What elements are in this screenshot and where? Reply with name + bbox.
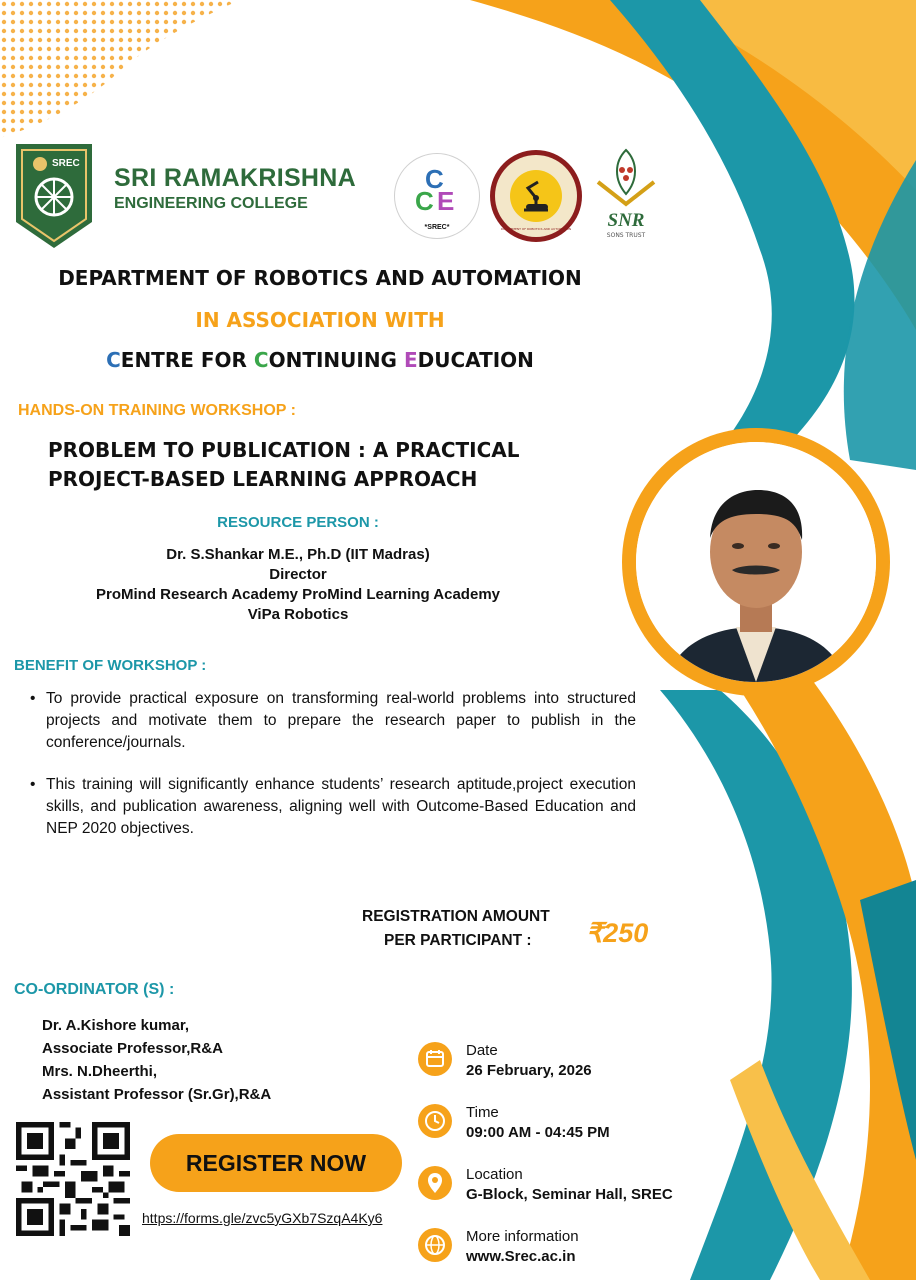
college-name (114, 164, 356, 213)
location-label: Location (466, 1166, 523, 1183)
website-link[interactable]: www.Srec.ac.in (466, 1248, 576, 1265)
resource-person-section (0, 514, 596, 625)
clock-icon (418, 1104, 452, 1138)
location-pin-icon (418, 1166, 452, 1200)
department-seal-text: DEPARTMENT OF ROBOTICS AND AUTOMATION (500, 227, 572, 231)
college-name-line2: ENGINEERING COLLEGE (114, 195, 308, 212)
coordinator-line: Assistant Professor (Sr.Gr),R&A (42, 1086, 272, 1103)
registration-amount-value: ₹250 (586, 918, 649, 948)
resource-person-org1: ProMind Research Academy ProMind Learning Academy (96, 586, 500, 603)
cce-letter-e: E (437, 186, 455, 216)
workshop-title (48, 436, 520, 494)
qr-code[interactable] (16, 1122, 130, 1236)
cce-letter-c2: C (415, 186, 434, 216)
cce-letter-c1: C (425, 164, 444, 194)
time-value: 09:00 AM - 04:45 PM (466, 1124, 610, 1141)
college-badge-text: SREC (52, 158, 80, 169)
resource-person-name: Dr. S.Shankar M.E., Ph.D (IIT Madras) (166, 546, 430, 563)
registration-form-link[interactable]: https://forms.gle/zvc5yGXb7SzqA4Ky6 (142, 1210, 383, 1226)
coordinators-list (42, 1014, 271, 1106)
workshop-title-line2: PROJECT-BASED LEARNING APPROACH (48, 467, 478, 491)
cce-logo (394, 153, 480, 239)
benefits-list (30, 688, 636, 860)
department-seal-logo (490, 150, 582, 242)
snr-text: SNR (607, 210, 645, 231)
snr-emblem-icon (592, 146, 660, 212)
coordinator-line: Mrs. N.Dheerthi, (42, 1063, 158, 1080)
cce-title (0, 348, 640, 372)
college-name-line1: SRI RAMAKRISHNA (114, 164, 356, 192)
speaker-portrait-icon (636, 442, 876, 682)
time-label: Time (466, 1104, 499, 1121)
cce-title-part1: ENTRE FOR (120, 348, 254, 372)
college-logo (14, 142, 94, 250)
date-label: Date (466, 1042, 498, 1059)
speaker-photo (622, 428, 890, 696)
registration-label-line2: PER PARTICIPANT : (384, 932, 532, 949)
association-text: IN ASSOCIATION WITH (195, 308, 445, 332)
resource-person-role: Director (269, 566, 327, 583)
benefits-heading: BENEFIT OF WORKSHOP : (14, 657, 207, 674)
department-title: DEPARTMENT OF ROBOTICS AND AUTOMATION (58, 266, 582, 290)
register-now-label: REGISTER NOW (185, 1150, 367, 1176)
cce-caption: *SREC* (424, 224, 450, 231)
calendar-icon (418, 1042, 452, 1076)
snr-subtext: SONS TRUST (606, 232, 646, 239)
coordinators-heading: CO-ORDINATOR (S) : (14, 981, 175, 998)
cce-title-part2: ONTINUING (268, 348, 404, 372)
robot-arm-icon (516, 176, 556, 216)
coordinator-line: Dr. A.Kishore kumar, (42, 1017, 189, 1034)
benefit-item: • To provide practical exposure on transforming real-world problems into structured projects and motivate them to prepare the research paper to publish in the conference/journals. (30, 688, 636, 754)
benefit-item: • This training will significantly enhance students’ research aptitude,project execution skills, and publication awareness, aligning well with Outcome-Based Education and NEP 2020 objectives. (30, 774, 636, 840)
cce-title-e: E (403, 348, 418, 372)
globe-icon (418, 1228, 452, 1262)
resource-person-heading: RESOURCE PERSON : (217, 514, 379, 531)
snr-trust-logo (592, 146, 660, 242)
register-now-button[interactable] (150, 1134, 402, 1192)
workshop-kind: HANDS-ON TRAINING WORKSHOP : (18, 402, 296, 419)
registration-label-line1: REGISTRATION AMOUNT (362, 908, 550, 925)
cce-title-part3: DUCATION (417, 348, 534, 372)
website-label: More information (466, 1228, 579, 1245)
cce-title-c2: C (253, 348, 269, 372)
workshop-title-line1: PROBLEM TO PUBLICATION : A PRACTICAL (48, 438, 520, 462)
date-value: 26 February, 2026 (466, 1062, 592, 1079)
location-value: G-Block, Seminar Hall, SREC (466, 1186, 673, 1203)
resource-person-org2: ViPa Robotics (247, 606, 349, 623)
coordinator-line: Associate Professor,R&A (42, 1040, 223, 1057)
cce-title-c1: C (106, 348, 121, 372)
